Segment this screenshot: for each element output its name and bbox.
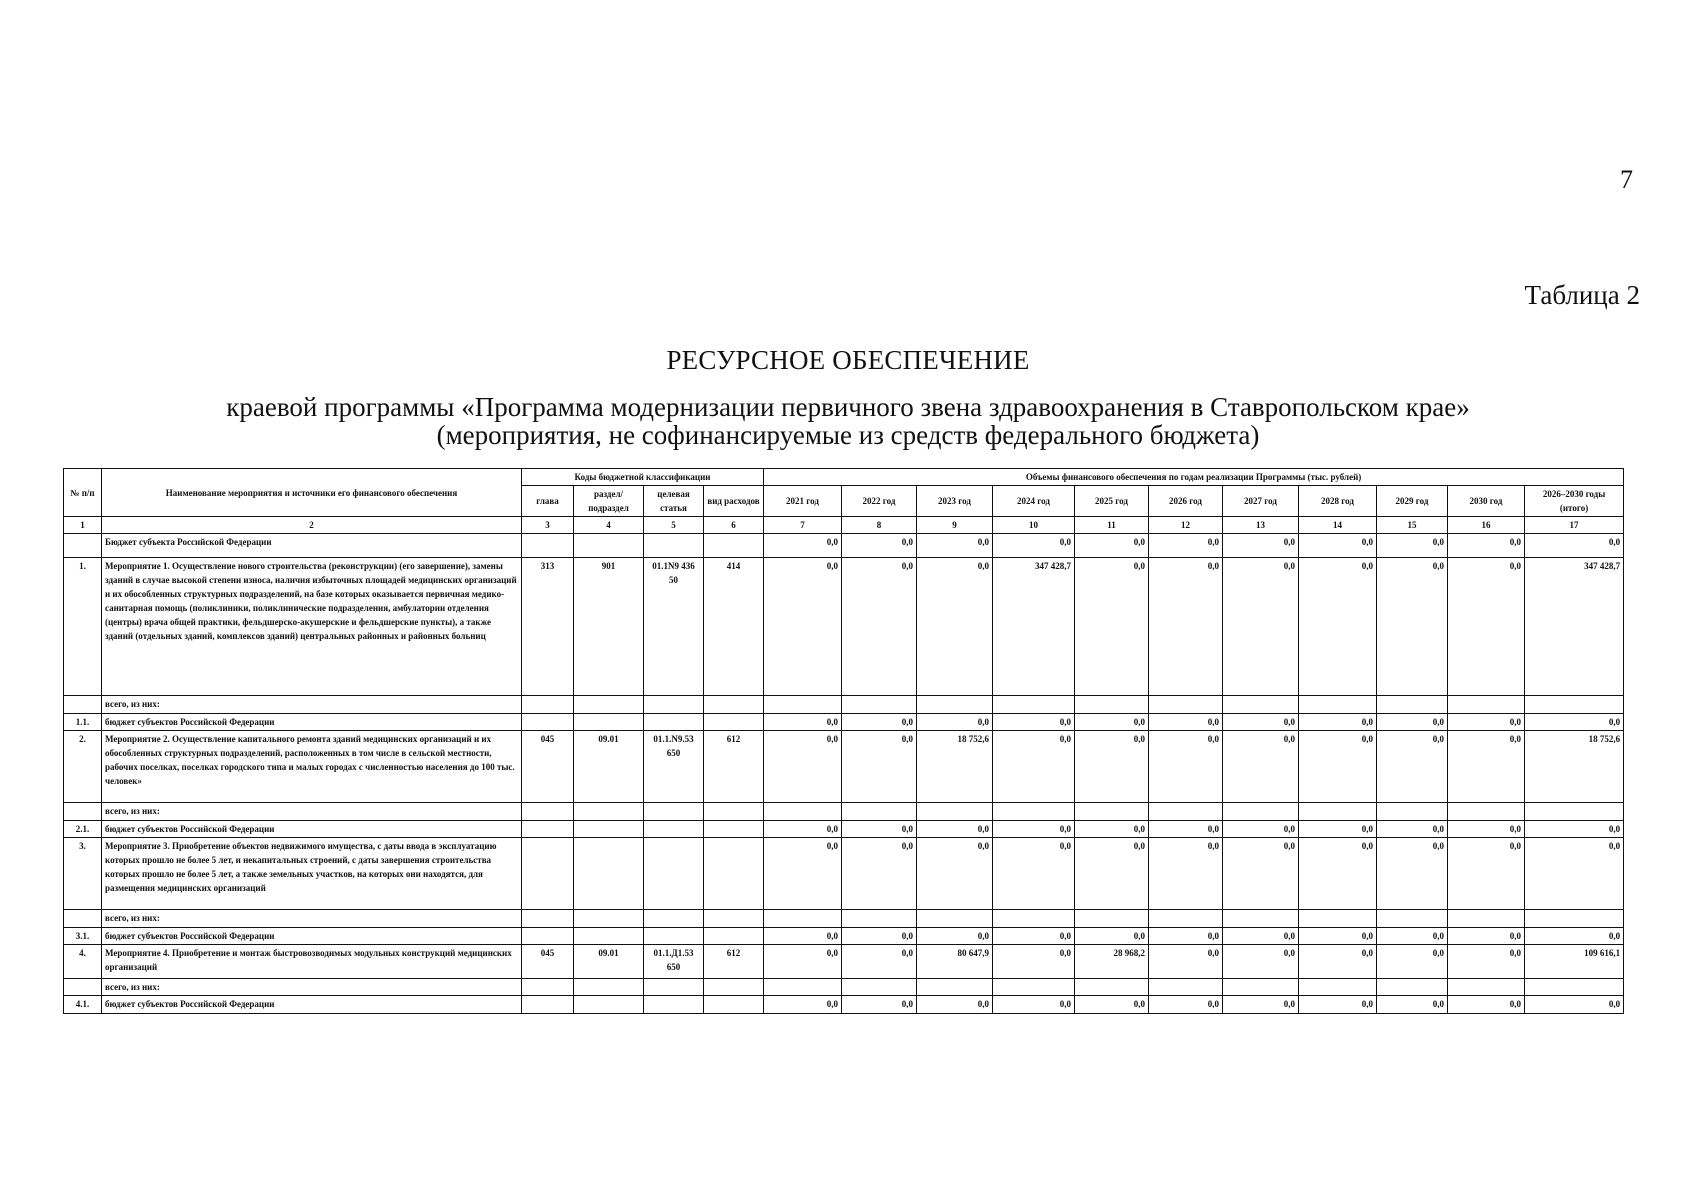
row-number: 1. — [64, 558, 102, 696]
row-value: 0,0 — [1075, 928, 1149, 945]
row-value: 0,0 — [1299, 928, 1377, 945]
row-value: 0,0 — [1149, 558, 1223, 696]
row-code — [522, 696, 574, 714]
column-index: 16 — [1448, 517, 1525, 534]
row-value: 0,0 — [1448, 945, 1525, 979]
row-number — [64, 803, 102, 821]
row-code — [644, 803, 704, 821]
row-value: 0,0 — [1448, 928, 1525, 945]
column-index: 13 — [1223, 517, 1299, 534]
row-value: 0,0 — [993, 838, 1075, 910]
row-value — [1377, 803, 1448, 821]
row-value: 0,0 — [842, 996, 917, 1014]
row-value: 0,0 — [917, 821, 993, 838]
row-value: 0,0 — [1223, 534, 1299, 558]
table-row — [64, 910, 1624, 928]
row-value — [764, 910, 842, 928]
row-number: 1.1. — [64, 714, 102, 731]
row-value: 0,0 — [842, 945, 917, 979]
row-value: 0,0 — [764, 731, 842, 803]
row-value: 0,0 — [917, 838, 993, 910]
row-value: 0,0 — [842, 534, 917, 558]
row-value: 0,0 — [1299, 534, 1377, 558]
header-code-col: глава — [522, 486, 574, 517]
row-code — [704, 696, 764, 714]
row-value: 0,0 — [1299, 731, 1377, 803]
row-code — [522, 979, 574, 996]
row-value: 0,0 — [1377, 558, 1448, 696]
header-year-col: 2027 год — [1223, 486, 1299, 517]
row-number: 2.1. — [64, 821, 102, 838]
row-value: 0,0 — [993, 945, 1075, 979]
row-value: 0,0 — [842, 714, 917, 731]
row-code: 01.1.Д1.53 650 — [644, 945, 704, 979]
row-value: 0,0 — [1223, 821, 1299, 838]
row-number: 2. — [64, 731, 102, 803]
row-value: 0,0 — [1525, 838, 1624, 910]
row-number — [64, 910, 102, 928]
row-code — [704, 803, 764, 821]
row-code — [644, 696, 704, 714]
row-value — [1223, 803, 1299, 821]
row-value: 0,0 — [993, 534, 1075, 558]
row-value: 0,0 — [917, 534, 993, 558]
row-value: 0,0 — [1448, 821, 1525, 838]
row-code — [574, 928, 644, 945]
document-subtitle — [0, 393, 1696, 449]
row-value: 0,0 — [1448, 838, 1525, 910]
row-code: 313 — [522, 558, 574, 696]
table-row — [64, 803, 1624, 821]
row-value: 18 752,6 — [1525, 731, 1624, 803]
row-value: 0,0 — [842, 821, 917, 838]
row-value: 0,0 — [1223, 714, 1299, 731]
row-value: 0,0 — [1299, 714, 1377, 731]
row-number: 4.1. — [64, 996, 102, 1014]
row-code: 01.1N9 436 50 — [644, 558, 704, 696]
row-code — [574, 714, 644, 731]
row-code — [574, 534, 644, 558]
row-name: всего, из них: — [102, 803, 522, 821]
row-value: 0,0 — [764, 996, 842, 1014]
subtitle-line-1: краевой программы «Программа модернизации первичного звена здравоохранения в Ставропольском крае» — [226, 392, 1470, 422]
header-year-col: 2026 год — [1149, 486, 1223, 517]
row-value: 0,0 — [1377, 534, 1448, 558]
row-value: 0,0 — [1149, 821, 1223, 838]
row-value: 0,0 — [1377, 714, 1448, 731]
header-num: № п/п — [64, 469, 102, 517]
row-value — [1075, 696, 1149, 714]
resource-table-wrapper — [63, 468, 1623, 1014]
row-value: 0,0 — [1223, 928, 1299, 945]
row-code: 612 — [704, 945, 764, 979]
table-row — [64, 534, 1624, 558]
row-value — [1448, 696, 1525, 714]
row-value — [1223, 979, 1299, 996]
row-value: 0,0 — [764, 558, 842, 696]
column-index: 5 — [644, 517, 704, 534]
row-value: 0,0 — [1075, 838, 1149, 910]
row-value: 0,0 — [993, 821, 1075, 838]
column-index: 2 — [102, 517, 522, 534]
row-value — [917, 910, 993, 928]
row-value: 0,0 — [993, 996, 1075, 1014]
row-value: 0,0 — [1448, 714, 1525, 731]
row-value — [1149, 979, 1223, 996]
row-value: 0,0 — [1448, 996, 1525, 1014]
row-value — [917, 803, 993, 821]
row-value — [917, 696, 993, 714]
header-volumes-group: Объемы финансового обеспечения по годам реализации Программы (тыс. рублей) — [764, 469, 1624, 486]
row-number: 3.1. — [64, 928, 102, 945]
header-code-col: целевая статья — [644, 486, 704, 517]
table-body — [64, 517, 1624, 1014]
column-index: 17 — [1525, 517, 1624, 534]
row-name: Мероприятие 2. Осуществление капитального ремонта зданий медицинских организаций и их обособленных структурных подразделений, расположенных в том числе в сельской местности, рабочих поселках, поселках городского типа и малых городах с численностью населения до 100 тыс. человек» — [102, 731, 522, 803]
row-value — [1448, 979, 1525, 996]
row-value: 0,0 — [1149, 731, 1223, 803]
row-code — [644, 714, 704, 731]
row-value: 0,0 — [1223, 731, 1299, 803]
row-code — [644, 979, 704, 996]
row-value: 0,0 — [1223, 558, 1299, 696]
header-year-col: 2028 год — [1299, 486, 1377, 517]
row-value: 18 752,6 — [917, 731, 993, 803]
row-value: 0,0 — [1377, 821, 1448, 838]
row-value — [1377, 979, 1448, 996]
row-value — [842, 696, 917, 714]
row-name: бюджет субъектов Российской Федерации — [102, 996, 522, 1014]
row-code — [522, 996, 574, 1014]
column-index: 1 — [64, 517, 102, 534]
column-index: 4 — [574, 517, 644, 534]
row-value — [1448, 803, 1525, 821]
row-value — [1075, 979, 1149, 996]
header-code-col: вид расходов — [704, 486, 764, 517]
row-value — [1377, 696, 1448, 714]
row-value: 0,0 — [1525, 996, 1624, 1014]
row-value: 0,0 — [1377, 996, 1448, 1014]
row-number: 3. — [64, 838, 102, 910]
row-value: 0,0 — [1448, 731, 1525, 803]
column-index: 3 — [522, 517, 574, 534]
table-header — [64, 469, 1624, 517]
column-index: 7 — [764, 517, 842, 534]
row-value: 0,0 — [1377, 928, 1448, 945]
row-value: 0,0 — [1377, 838, 1448, 910]
row-value: 0,0 — [1448, 558, 1525, 696]
row-number — [64, 696, 102, 714]
page-number: 7 — [1620, 165, 1633, 194]
row-code — [522, 714, 574, 731]
row-value — [764, 696, 842, 714]
row-value — [764, 803, 842, 821]
row-code — [522, 821, 574, 838]
resource-table — [63, 468, 1624, 1014]
header-year-col: 2025 год — [1075, 486, 1149, 517]
row-value: 0,0 — [1525, 928, 1624, 945]
row-value: 0,0 — [764, 945, 842, 979]
row-value — [1223, 910, 1299, 928]
table-row — [64, 558, 1624, 696]
column-index: 9 — [917, 517, 993, 534]
header-year-col: 2030 год — [1448, 486, 1525, 517]
row-value: 0,0 — [1525, 534, 1624, 558]
row-code: 09.01 — [574, 731, 644, 803]
row-code — [704, 821, 764, 838]
row-value: 0,0 — [764, 714, 842, 731]
row-value: 0,0 — [842, 928, 917, 945]
row-value — [1149, 910, 1223, 928]
row-value — [1075, 910, 1149, 928]
row-value — [1299, 979, 1377, 996]
row-value — [842, 979, 917, 996]
row-name: Мероприятие 1. Осуществление нового строительства (реконструкции) (его завершение), замены зданий в случае высокой степени износа, наличия избыточных площадей медицинских организаций и их обособленных структурных подразделений, на базе которых оказывается первичная медико-санитарная помощь (поликлиники, поликлинические подразделения, амбулатории отделения (центры) врача общей практики, фельдшерско-акушерские и фельдшерские пункты), а также зданий (отдельных зданий, комплексов зданий) центральных районных и районных больниц — [102, 558, 522, 696]
row-code — [644, 838, 704, 910]
table-label: Таблица 2 — [1524, 280, 1640, 310]
table-row — [64, 928, 1624, 945]
row-number — [64, 534, 102, 558]
row-code — [704, 534, 764, 558]
header-codes-group: Коды бюджетной классификации — [522, 469, 764, 486]
row-value: 109 616,1 — [1525, 945, 1624, 979]
column-index: 15 — [1377, 517, 1448, 534]
row-number: 4. — [64, 945, 102, 979]
row-value: 0,0 — [1525, 714, 1624, 731]
row-value: 347 428,7 — [993, 558, 1075, 696]
header-year-col: 2024 год — [993, 486, 1075, 517]
header-year-col: 2026–2030 годы (итого) — [1525, 486, 1624, 517]
row-code — [704, 838, 764, 910]
row-value: 0,0 — [764, 534, 842, 558]
row-code — [522, 803, 574, 821]
row-value: 0,0 — [1525, 821, 1624, 838]
row-code — [574, 696, 644, 714]
row-code — [704, 928, 764, 945]
subtitle-line-2: (мероприятия, не софинансируемые из средств федерального бюджета) — [436, 420, 1260, 450]
row-code — [522, 910, 574, 928]
row-value: 0,0 — [1149, 928, 1223, 945]
row-code: 045 — [522, 731, 574, 803]
row-code — [704, 996, 764, 1014]
row-value — [1448, 910, 1525, 928]
row-value: 0,0 — [1075, 534, 1149, 558]
row-value — [764, 979, 842, 996]
row-value — [917, 979, 993, 996]
table-row — [64, 696, 1624, 714]
row-value: 0,0 — [1223, 838, 1299, 910]
row-value: 0,0 — [764, 928, 842, 945]
row-code: 414 — [704, 558, 764, 696]
row-code — [574, 910, 644, 928]
row-value: 0,0 — [1149, 714, 1223, 731]
row-value: 80 647,9 — [917, 945, 993, 979]
row-code: 01.1.N9.53 650 — [644, 731, 704, 803]
row-code — [644, 910, 704, 928]
table-row — [64, 996, 1624, 1014]
row-value: 0,0 — [842, 558, 917, 696]
row-value: 0,0 — [993, 731, 1075, 803]
row-value — [1149, 803, 1223, 821]
row-value: 0,0 — [1149, 945, 1223, 979]
row-code — [522, 928, 574, 945]
row-value — [1525, 979, 1624, 996]
row-value — [1299, 803, 1377, 821]
row-value — [1223, 696, 1299, 714]
index-row — [64, 517, 1624, 534]
row-name: всего, из них: — [102, 979, 522, 996]
table-row — [64, 979, 1624, 996]
row-value: 0,0 — [917, 928, 993, 945]
row-code — [574, 803, 644, 821]
row-code — [644, 928, 704, 945]
row-code: 045 — [522, 945, 574, 979]
row-value: 0,0 — [1149, 534, 1223, 558]
row-code — [522, 534, 574, 558]
row-value: 0,0 — [1223, 945, 1299, 979]
row-code: 09.01 — [574, 945, 644, 979]
row-code — [574, 821, 644, 838]
column-index: 14 — [1299, 517, 1377, 534]
table-row — [64, 731, 1624, 803]
row-code — [574, 838, 644, 910]
table-row — [64, 838, 1624, 910]
row-value — [993, 910, 1075, 928]
column-index: 12 — [1149, 517, 1223, 534]
row-value — [1149, 696, 1223, 714]
row-value — [993, 979, 1075, 996]
row-value — [1377, 910, 1448, 928]
row-code — [574, 979, 644, 996]
document-title: РЕСУРСНОЕ ОБЕСПЕЧЕНИЕ — [666, 345, 1030, 375]
row-value — [842, 910, 917, 928]
row-code — [644, 534, 704, 558]
table-row — [64, 821, 1624, 838]
row-value: 0,0 — [1299, 558, 1377, 696]
row-name: Мероприятие 4. Приобретение и монтаж быстровозводимых модульных конструкций медицинских организаций — [102, 945, 522, 979]
row-name: бюджет субъектов Российской Федерации — [102, 821, 522, 838]
row-value: 0,0 — [1377, 731, 1448, 803]
row-name: бюджет субъектов Российской Федерации — [102, 928, 522, 945]
row-value — [993, 803, 1075, 821]
row-value: 0,0 — [1149, 996, 1223, 1014]
row-value — [1525, 696, 1624, 714]
row-value: 0,0 — [1075, 996, 1149, 1014]
header-year-col: 2029 год — [1377, 486, 1448, 517]
row-value: 0,0 — [917, 558, 993, 696]
row-value: 0,0 — [764, 838, 842, 910]
row-value: 0,0 — [764, 821, 842, 838]
row-value: 28 968,2 — [1075, 945, 1149, 979]
row-value — [1525, 910, 1624, 928]
row-value: 0,0 — [842, 731, 917, 803]
table-row — [64, 714, 1624, 731]
row-name: всего, из них: — [102, 696, 522, 714]
column-index: 11 — [1075, 517, 1149, 534]
row-value — [1525, 803, 1624, 821]
row-value: 0,0 — [842, 838, 917, 910]
row-value: 347 428,7 — [1525, 558, 1624, 696]
row-value: 0,0 — [1075, 558, 1149, 696]
row-value: 0,0 — [1075, 714, 1149, 731]
row-name: Мероприятие 3. Приобретение объектов недвижимого имущества, с даты ввода в эксплуатацию которых прошло не более 5 лет, и некапитальных строений, с даты завершения строительства которых прошло не более 5 лет, а также земельных участков, на которых они находятся, для размещения медицинских организаций — [102, 838, 522, 910]
row-name: Бюджет субъекта Российской Федерации — [102, 534, 522, 558]
header-year-col: 2022 год — [842, 486, 917, 517]
header-code-col: раздел/ подраздел — [574, 486, 644, 517]
header-name: Наименование мероприятия и источники его финансового обеспечения — [102, 469, 522, 517]
row-code — [644, 821, 704, 838]
row-code — [704, 979, 764, 996]
row-code — [644, 996, 704, 1014]
row-code: 901 — [574, 558, 644, 696]
row-value: 0,0 — [1149, 838, 1223, 910]
row-value: 0,0 — [1223, 996, 1299, 1014]
row-value — [1075, 803, 1149, 821]
row-value: 0,0 — [1377, 945, 1448, 979]
row-code — [574, 996, 644, 1014]
row-value: 0,0 — [1299, 945, 1377, 979]
table-row — [64, 945, 1624, 979]
row-value: 0,0 — [1299, 838, 1377, 910]
row-number — [64, 979, 102, 996]
row-value — [1299, 910, 1377, 928]
row-value: 0,0 — [993, 714, 1075, 731]
row-code — [522, 838, 574, 910]
row-value: 0,0 — [1075, 731, 1149, 803]
row-value: 0,0 — [1448, 534, 1525, 558]
header-year-col: 2021 год — [764, 486, 842, 517]
row-value: 0,0 — [1075, 821, 1149, 838]
row-code: 612 — [704, 731, 764, 803]
row-value — [993, 696, 1075, 714]
header-year-col: 2023 год — [917, 486, 993, 517]
row-value: 0,0 — [917, 996, 993, 1014]
row-value — [1299, 696, 1377, 714]
row-value: 0,0 — [993, 928, 1075, 945]
column-index: 8 — [842, 517, 917, 534]
row-code — [704, 910, 764, 928]
row-value — [842, 803, 917, 821]
row-value: 0,0 — [917, 714, 993, 731]
row-code — [704, 714, 764, 731]
row-name: всего, из них: — [102, 910, 522, 928]
column-index: 10 — [993, 517, 1075, 534]
row-value: 0,0 — [1299, 996, 1377, 1014]
column-index: 6 — [704, 517, 764, 534]
row-value: 0,0 — [1299, 821, 1377, 838]
row-name: бюджет субъектов Российской Федерации — [102, 714, 522, 731]
